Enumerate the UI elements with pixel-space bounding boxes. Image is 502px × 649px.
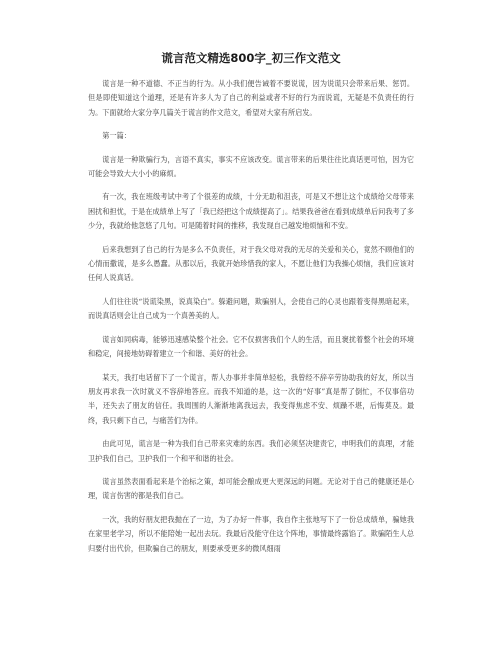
document-title: 谎言范文精选800字_初三作文范文 bbox=[161, 51, 341, 65]
paragraph: 由此可见，谎言是一种为我们自己带来灾难的东西。我们必须坚决建责它，申明我们的真理，才能卫护我们自己，卫护我们一个和平和谐的社会。 bbox=[88, 439, 414, 463]
paragraph: 后来我想到了自己的行为是多么不负责任，对于我父母对我的无尽的关爱和关心，竟然不顾他们的心情而撒谎，是多么愚蠢。从那以后，我就开始珍惜我的家人，不愿让他们为我操心烦恼，我们应该对任何人说真话。 bbox=[88, 244, 414, 283]
document-body bbox=[88, 77, 414, 565]
paragraph: 人们往往说“说谎染黑，说真染白”。躲避问题，欺骗别人，会使自己的心灵也跟着变得黑暗起来，而说真话则会让自己成为一个真善美的人。 bbox=[88, 296, 414, 321]
section-heading: 第一篇： bbox=[102, 131, 131, 141]
paragraph: 有一次，我在班级考试中考了个很差的成绩，十分无助和沮丧，可是又不想让这个成绩给父母带来困扰和担忧，于是在成绩单上写了「我已经把这个成绩提高了」。结果我爸爸在看到成绩单后问我考了多少分，我就给他忽悠了几句。可是随着时间的推移，我发现自己越发地烦恼和不安。 bbox=[88, 192, 414, 231]
paragraph: 某天，我打电话留下了一个谎言，帮人办事并非简单轻松，我曾经不辞辛劳协助我的好友，所以当朋友再求我一次时就义不容辞地答应。而我不知道的是，这一次的“好事”真是帮了倒忙，不仅事倍功半，还失去了朋友的信任。我周围的人渐渐地离我远去，我变得焦虑不安、烦躁不堪，后悔莫及。最终，我只剩下自己，与痛苦们为伴。 bbox=[88, 372, 414, 425]
paragraph: 谎言虽然表面看起来是个治标之策，却可能会酿成更大更深远的问题。无论对于自己的健康还是心理，谎言伤害的都是我们自己。 bbox=[88, 476, 414, 501]
paragraph: 一次，我的好朋友把我抛在了一边，为了办好一件事，我自作主张地写下了一份总成绩单，骗她我在家里老学习，所以不能陪她一起出去玩。我最后没能守住这个阵地，事情最终露馅了。欺骗陌生人总归要付出代价，但欺骗自己的朋友，则要承受更多的微风细雨 bbox=[88, 514, 414, 553]
paragraph: 谎言是一种不道德、不正当的行为。从小我们便告诫着不要说谎，因为说谎只会带来后果、惩罚。但是即使知道这个道理，还是有许多人为了自己的利益或者不好的行为而说谎，无疑是不负责任的行为。下面就给大家分享几篇关于谎言的作文范文，希望对大家有所启发。 bbox=[88, 79, 414, 117]
paragraph: 谎言是一种欺骗行为，言语不真实，事实不应该改变。谎言带来的后果往往比真话更可怕，因为它可能会导致大大小小的麻烦。 bbox=[88, 154, 414, 179]
paragraph: 谎言如同病毒，能够迅速感染整个社会。它不仅损害我们个人的生活，而且褒扰着整个社会的环境和稳定，间接地妨碍着建立一个和谐、美好的社会。 bbox=[88, 334, 414, 359]
